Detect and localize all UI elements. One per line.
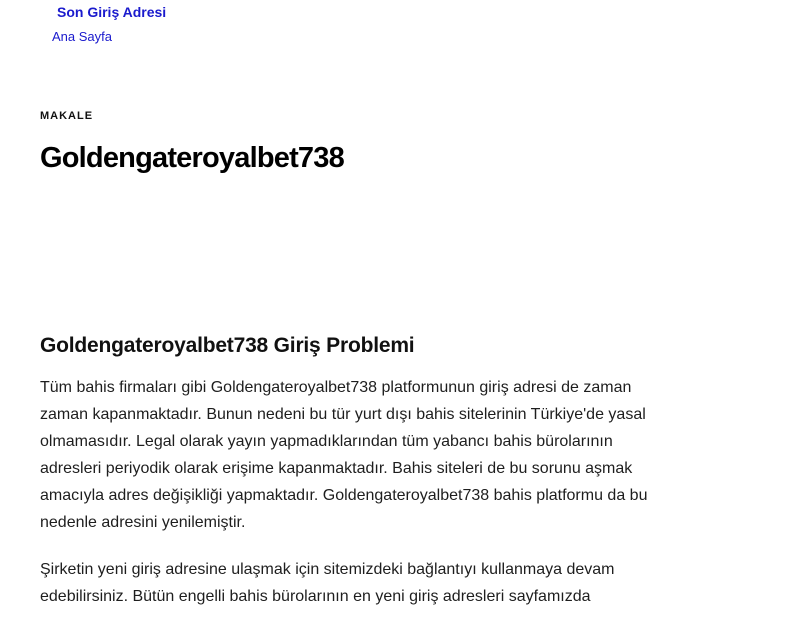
article-paragraph [40,556,720,610]
paragraph-line: zaman kapanmaktadır. Bunun nedeni bu tür yurt dışı bahis sitelerinin Türkiye'de yasal [40,406,646,423]
site-title-link[interactable]: Son Giriş Adresi [57,4,167,20]
page-title: Goldengateroyalbet738 [40,142,344,174]
paragraph-line: Tüm bahis firmaları gibi Goldengateroyalbet738 platformunun giriş adresi de zaman [40,379,632,396]
paragraph-line: edebilirsiniz. Bütün engelli bahis bürolarının en yeni giriş adresleri sayfamızda [40,588,591,605]
category-label[interactable]: MAKALE [40,110,94,122]
paragraph-line: nedenle adresini yenilemiştir. [40,514,246,531]
paragraph-line: olmamasıdır. Legal olarak yayın yapmadıklarından tüm yabancı bahis bürolarının [40,433,613,450]
article-content [40,334,720,630]
paragraph-line: adresleri periyodik olarak erişime kapanmaktadır. Bahis siteleri de bu sorunu aşmak [40,460,633,477]
paragraph-line: amacıyla adres değişikliği yapmaktadır. Goldengateroyalbet738 bahis platformu da bu [40,487,648,504]
nav-link-home[interactable]: Ana Sayfa [52,29,112,44]
article-paragraph [40,374,720,536]
section-heading: Goldengateroyalbet738 Giriş Problemi [40,334,415,357]
paragraph-line: Şirketin yeni giriş adresine ulaşmak için sitemizdeki bağlantıyı kullanmaya devam [40,561,615,578]
